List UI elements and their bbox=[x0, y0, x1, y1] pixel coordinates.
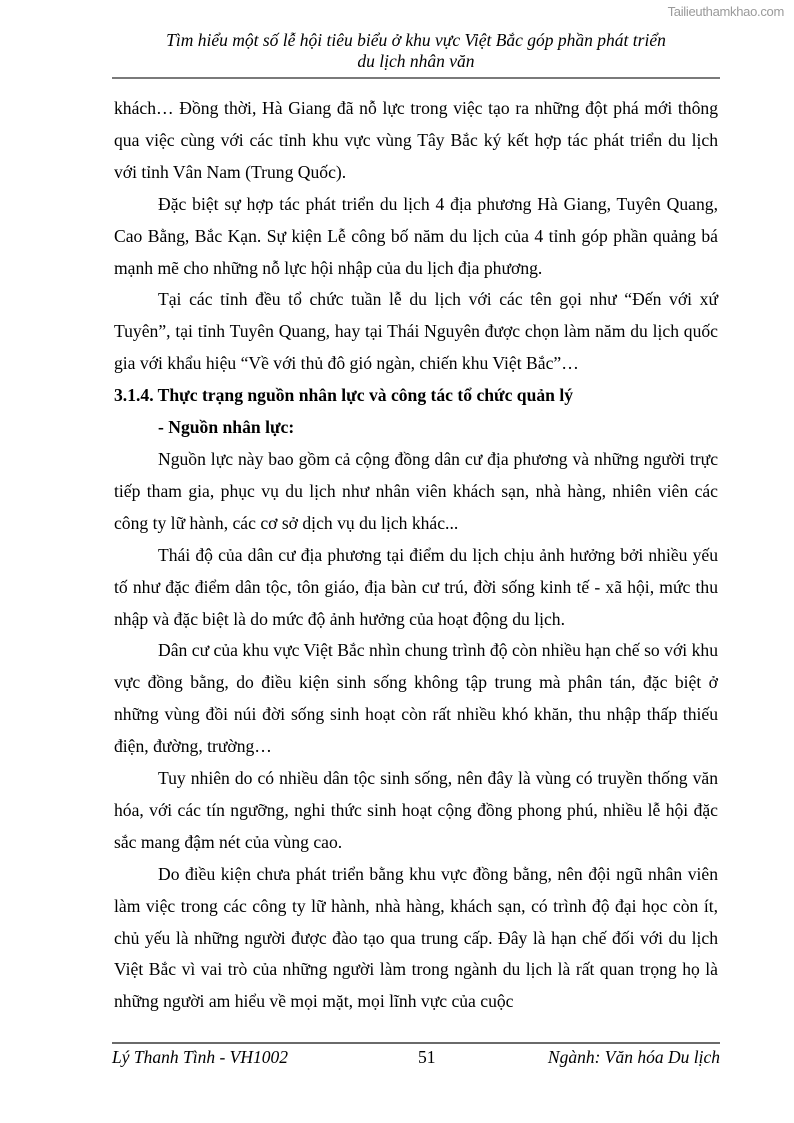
paragraph: Dân cư của khu vực Việt Bắc nhìn chung trình độ còn nhiều hạn chế so với khu vực đồng bằng, do điều kiện sinh sống không tập trung mà phân tán, đặc biệt ở những vùng đồi núi đời sống sinh hoạt còn rất nhiều khó khăn, thu nhập thấp thiếu điện, đường, trường… bbox=[114, 640, 718, 757]
paragraph: khách… Đồng thời, Hà Giang đã nỗ lực trong việc tạo ra những đột phá mới thông qua việc cùng với các tỉnh khu vực vùng Tây Bắc ký kết hợp tác phát triển du lịch với tỉnh Vân Nam (Trung Quốc). bbox=[114, 98, 718, 182]
header-title-line-1: Tìm hiểu một số lễ hội tiêu biểu ở khu vực Việt Bắc góp phần phát triển bbox=[166, 30, 666, 50]
footer-author: Lý Thanh Tình - VH1002 bbox=[112, 1047, 288, 1067]
header-divider bbox=[112, 77, 720, 79]
page-number: 51 bbox=[418, 1047, 436, 1067]
footer-divider bbox=[112, 1042, 720, 1044]
paragraph: Thái độ của dân cư địa phương tại điểm du lịch chịu ảnh hưởng bởi nhiều yếu tố như đặc điểm dân tộc, tôn giáo, địa bàn cư trú, đời sống kinh tế - xã hội, mức thu nhập và đặc biệt là do mức độ ảnh hưởng của hoạt động du lịch. bbox=[114, 544, 718, 629]
paragraph: Tại các tỉnh đều tổ chức tuần lễ du lịch với các tên gọi như “Đến với xứ Tuyên”, tại tỉnh Tuyên Quang, hay tại Thái Nguyên được chọn làm năm du lịch quốc gia với khẩu hiệu “Về với thủ đô gió ngàn, chiến khu Việt Bắc”… bbox=[114, 289, 718, 374]
watermark: Tailieuthamkhao.com bbox=[667, 4, 784, 19]
page-body bbox=[114, 93, 718, 1018]
section-heading: 3.1.4. Thực trạng nguồn nhân lực và công tác tổ chức quản lý bbox=[114, 385, 574, 406]
paragraph: Đặc biệt sự hợp tác phát triển du lịch 4 địa phương Hà Giang, Tuyên Quang, Cao Bằng, Bắc Kạn. Sự kiện Lễ công bố năm du lịch của 4 tỉnh góp phần quảng bá mạnh mẽ cho những nỗ lực hội nhập của du lịch địa phương. bbox=[114, 193, 718, 278]
sub-heading: - Nguồn nhân lực: bbox=[158, 417, 295, 438]
running-header bbox=[112, 30, 720, 72]
paragraph: Tuy nhiên do có nhiều dân tộc sinh sống, nên đây là vùng có truyền thống văn hóa, với các tín ngưỡng, nghi thức sinh hoạt cộng đồng phong phú, nhiều lễ hội đặc sắc mang đậm nét của vùng cao. bbox=[114, 768, 718, 852]
footer-major: Ngành: Văn hóa Du lịch bbox=[547, 1047, 720, 1067]
paragraph: Nguồn lực này bao gồm cả cộng đồng dân cư địa phương và những người trực tiếp tham gia, phục vụ du lịch như nhân viên khách sạn, nhà hàng, nhiên viên các công ty lữ hành, các cơ sở dịch vụ du lịch khác... bbox=[114, 448, 718, 533]
header-title-line-2: du lịch nhân văn bbox=[357, 51, 475, 71]
paragraph: Do điều kiện chưa phát triển bằng khu vực đồng bằng, nên đội ngũ nhân viên làm việc trong các công ty lữ hành, nhà hàng, khách sạn, có trình độ đại học còn ít, chủ yếu là những người được đào tạo qua trung cấp. Đây là hạn chế đối với du lịch Việt Bắc vì vai trò của những người làm trong ngành du lịch là rất quan trọng họ là những người am hiểu về mọi mặt, mọi lĩnh vực của cuộc bbox=[114, 863, 718, 1012]
page-footer bbox=[112, 1045, 720, 1069]
